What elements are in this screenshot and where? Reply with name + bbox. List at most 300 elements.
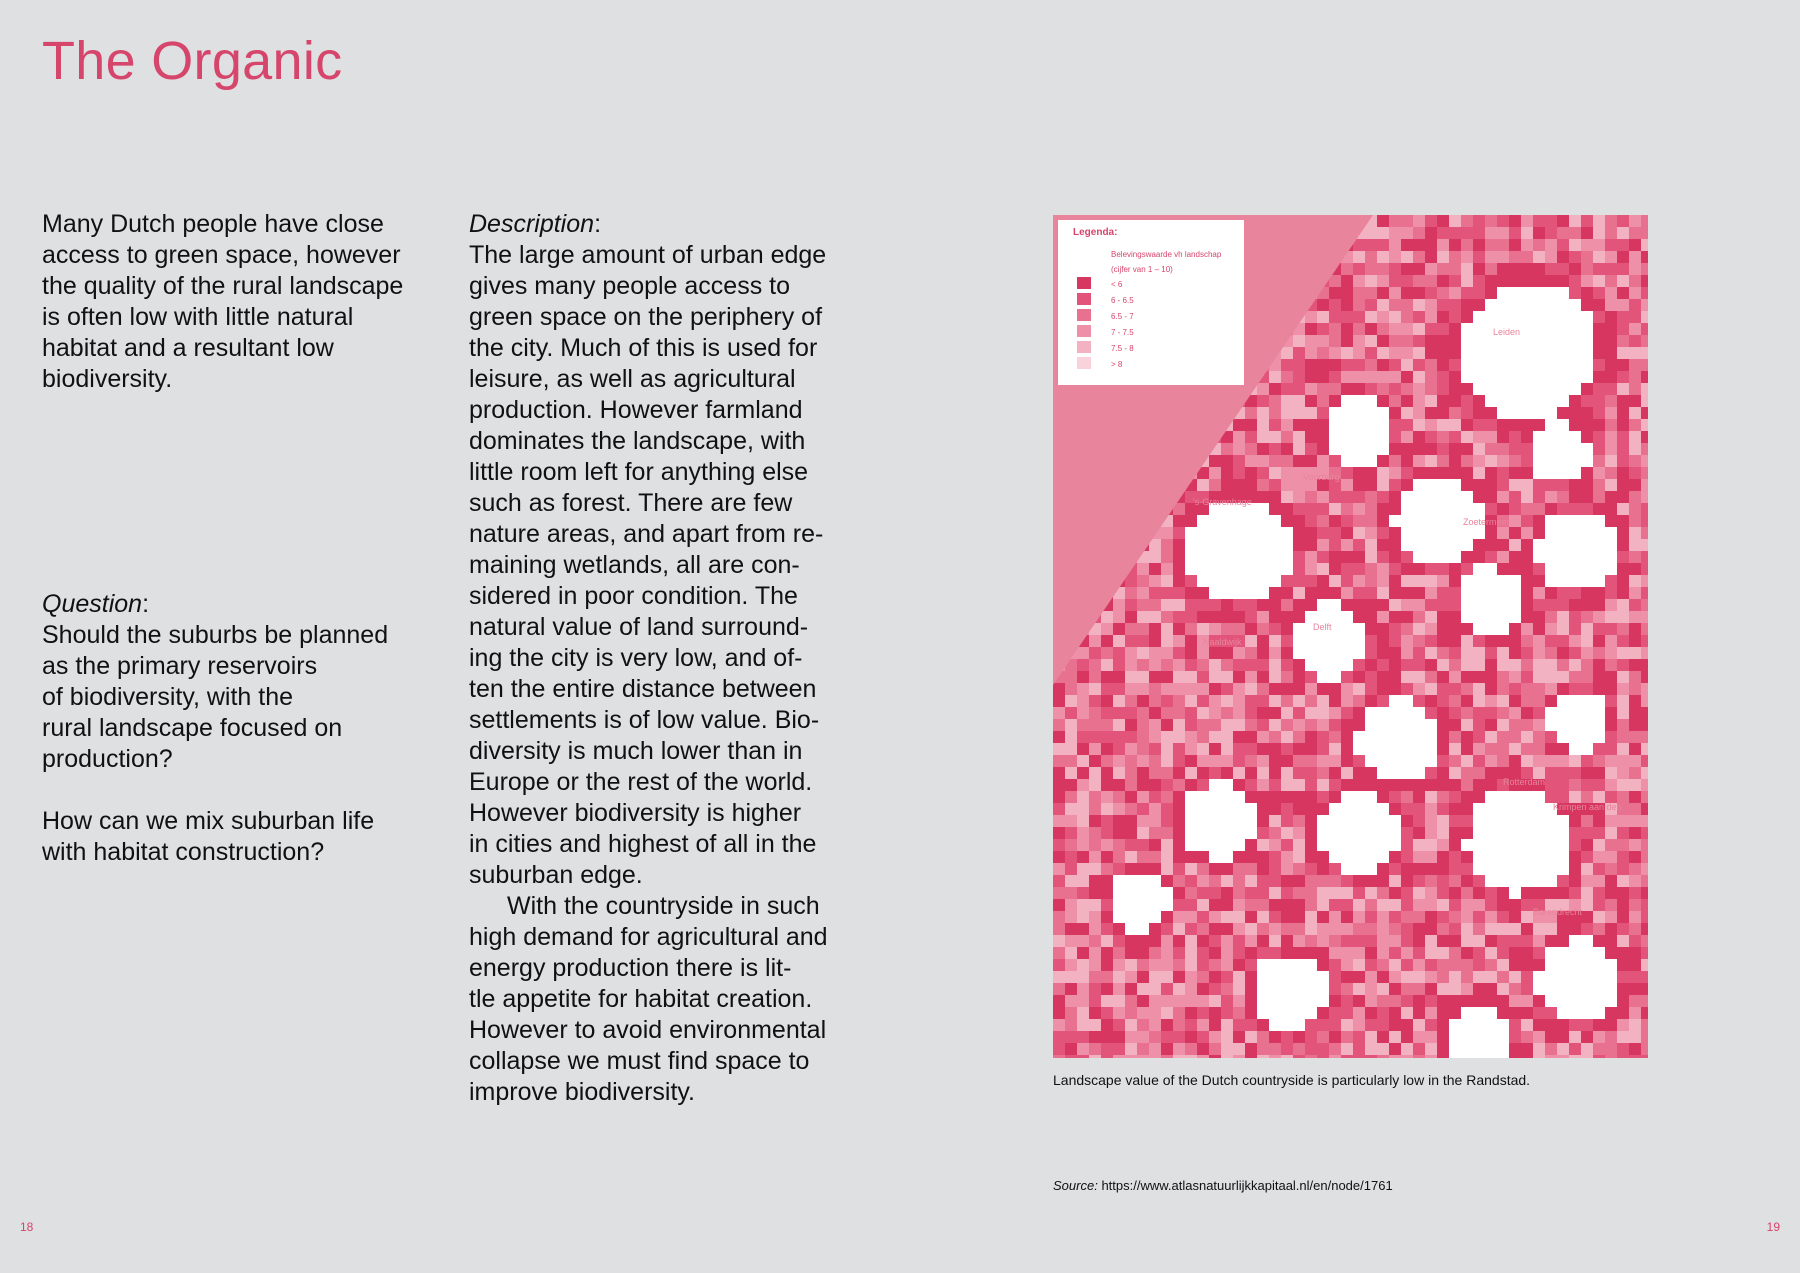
map-cell: [1125, 1031, 1137, 1043]
map-cell: [1341, 623, 1353, 635]
map-cell: [1245, 707, 1257, 719]
map-cell: [1317, 911, 1329, 923]
map-cell: [1593, 647, 1605, 659]
map-cell: [1389, 815, 1401, 827]
map-cell: [1497, 863, 1509, 875]
map-cell: [1533, 491, 1545, 503]
map-cell: [1533, 863, 1545, 875]
map-cell: [1329, 887, 1341, 899]
map-cell: [1605, 971, 1617, 983]
map-cell: [1377, 887, 1389, 899]
map-cell: [1269, 815, 1281, 827]
map-cell: [1401, 731, 1413, 743]
map-cell: [1125, 659, 1137, 671]
map-cell: [1101, 1043, 1113, 1055]
map-cell: [1473, 503, 1485, 515]
map-cell: [1233, 563, 1245, 575]
map-cell: [1557, 491, 1569, 503]
map-cell: [1545, 323, 1557, 335]
map-cell: [1233, 599, 1245, 611]
map-cell: [1605, 563, 1617, 575]
map-cell: [1161, 1031, 1173, 1043]
map-cell: [1341, 1019, 1353, 1031]
map-cell: [1581, 743, 1593, 755]
map-cell: [1149, 995, 1161, 1007]
map-cell: [1077, 887, 1089, 899]
map-cell: [1413, 863, 1425, 875]
map-cell: [1401, 563, 1413, 575]
map-cell: [1377, 767, 1389, 779]
map-cell: [1269, 743, 1281, 755]
map-cell: [1209, 911, 1221, 923]
map-cell: [1269, 491, 1281, 503]
text-line: such as forest. There are few: [469, 489, 793, 517]
map-cell: [1077, 659, 1089, 671]
map-cell: [1377, 671, 1389, 683]
map-cell: [1341, 503, 1353, 515]
map-cell: [1641, 371, 1648, 383]
map-cell: [1245, 539, 1257, 551]
map-cell: [1341, 971, 1353, 983]
map-cell: [1377, 575, 1389, 587]
map-cell: [1185, 755, 1197, 767]
map-cell: [1293, 635, 1305, 647]
map-cell: [1485, 1055, 1497, 1058]
map-cell: [1365, 719, 1377, 731]
map-cell: [1425, 563, 1437, 575]
map-cell: [1341, 1043, 1353, 1055]
map-cell: [1197, 587, 1209, 599]
map-cell: [1125, 851, 1137, 863]
map-cell: [1605, 995, 1617, 1007]
map-cell: [1557, 755, 1569, 767]
map-cell: [1269, 443, 1281, 455]
map-cell: [1281, 659, 1293, 671]
map-cell: [1221, 839, 1233, 851]
map-cell: [1353, 611, 1365, 623]
map-cell: [1425, 839, 1437, 851]
map-cell: [1533, 1019, 1545, 1031]
map-cell: [1617, 563, 1629, 575]
map-cell: [1593, 551, 1605, 563]
map-cell: [1221, 887, 1233, 899]
map-cell: [1245, 995, 1257, 1007]
map-cell: [1473, 1007, 1485, 1019]
map-cell: [1473, 287, 1485, 299]
map-cell: [1401, 695, 1413, 707]
map-cell: [1149, 611, 1161, 623]
map-cell: [1461, 719, 1473, 731]
map-cell: [1629, 335, 1641, 347]
map-cell: [1521, 347, 1533, 359]
map-cell: [1401, 923, 1413, 935]
map-cell: [1329, 1055, 1341, 1058]
map-cell: [1629, 851, 1641, 863]
map-cell: [1329, 587, 1341, 599]
map-cell: [1149, 875, 1161, 887]
map-cell: [1377, 911, 1389, 923]
map-cell: [1329, 1043, 1341, 1055]
map-cell: [1209, 1043, 1221, 1055]
map-cell: [1257, 611, 1269, 623]
map-cell: [1329, 815, 1341, 827]
map-cell: [1305, 875, 1317, 887]
map-cell: [1113, 611, 1125, 623]
map-cell: [1557, 839, 1569, 851]
map-cell: [1281, 983, 1293, 995]
map-cell: [1077, 851, 1089, 863]
map-cell: [1329, 911, 1341, 923]
map-cell: [1329, 719, 1341, 731]
map-cell: [1581, 755, 1593, 767]
map-cell: [1509, 851, 1521, 863]
map-cell: [1533, 287, 1545, 299]
map-cell: [1593, 251, 1605, 263]
map-cell: [1569, 563, 1581, 575]
map-cell: [1413, 779, 1425, 791]
map-cell: [1245, 611, 1257, 623]
map-cell: [1185, 983, 1197, 995]
map-cell: [1389, 407, 1401, 419]
map-cell: [1425, 395, 1437, 407]
map-cell: [1113, 803, 1125, 815]
map-cell: [1209, 935, 1221, 947]
map-cell: [1389, 911, 1401, 923]
map-cell: [1557, 767, 1569, 779]
map-cell: [1269, 563, 1281, 575]
map-cell: [1509, 1007, 1521, 1019]
map-cell: [1365, 839, 1377, 851]
map-cell: [1641, 431, 1648, 443]
map-cell: [1125, 839, 1137, 851]
map-cell: [1329, 371, 1341, 383]
map-cell: [1329, 983, 1341, 995]
map-cell: [1053, 839, 1065, 851]
map-cell: [1509, 383, 1521, 395]
map-cell: [1233, 515, 1245, 527]
map-cell: [1341, 899, 1353, 911]
map-cell: [1629, 731, 1641, 743]
map-cell: [1605, 251, 1617, 263]
map-cell: [1461, 659, 1473, 671]
map-cell: [1605, 335, 1617, 347]
map-cell: [1461, 995, 1473, 1007]
map-cell: [1353, 779, 1365, 791]
map-cell: [1629, 551, 1641, 563]
map-cell: [1521, 479, 1533, 491]
map-cell: [1377, 467, 1389, 479]
map-cell: [1629, 1019, 1641, 1031]
map-cell: [1581, 503, 1593, 515]
map-cell: [1473, 1019, 1485, 1031]
map-cell: [1065, 707, 1077, 719]
map-cell: [1605, 443, 1617, 455]
map-cell: [1329, 491, 1341, 503]
map-cell: [1329, 1031, 1341, 1043]
map-cell: [1437, 851, 1449, 863]
map-cell: [1629, 755, 1641, 767]
map-cell: [1521, 659, 1533, 671]
map-cell: [1509, 947, 1521, 959]
map-cell: [1245, 743, 1257, 755]
map-cell: [1221, 647, 1233, 659]
map-cell: [1497, 539, 1509, 551]
map-cell: [1245, 407, 1257, 419]
map-cell: [1521, 239, 1533, 251]
map-cell: [1593, 563, 1605, 575]
map-cell: [1437, 419, 1449, 431]
map-cell: [1065, 1019, 1077, 1031]
map-cell: [1257, 767, 1269, 779]
map-cell: [1521, 755, 1533, 767]
map-cell: [1053, 683, 1065, 695]
map-cell: [1557, 1007, 1569, 1019]
map-cell: [1101, 671, 1113, 683]
map-cell: [1137, 575, 1149, 587]
map-cell: [1281, 719, 1293, 731]
map-cell: [1629, 599, 1641, 611]
map-cell: [1461, 551, 1473, 563]
map-cell: [1473, 239, 1485, 251]
map-cell: [1629, 887, 1641, 899]
map-cell: [1461, 455, 1473, 467]
map-cell: [1401, 647, 1413, 659]
map-cell: [1065, 791, 1077, 803]
map-cell: [1533, 443, 1545, 455]
map-cell: [1593, 515, 1605, 527]
map-cell: [1317, 899, 1329, 911]
map-cell: [1269, 959, 1281, 971]
map-cell: [1557, 263, 1569, 275]
map-cell: [1413, 611, 1425, 623]
map-cell: [1341, 599, 1353, 611]
map-cell: [1545, 683, 1557, 695]
map-cell: [1317, 719, 1329, 731]
map-cell: [1413, 839, 1425, 851]
map-cell: [1317, 959, 1329, 971]
map-cell: [1317, 827, 1329, 839]
map-cell: [1413, 347, 1425, 359]
map-cell: [1533, 623, 1545, 635]
map-cell: [1089, 827, 1101, 839]
map-cell: [1161, 635, 1173, 647]
map-cell: [1281, 695, 1293, 707]
map-cell: [1557, 779, 1569, 791]
map-cell: [1437, 323, 1449, 335]
map-cell: [1329, 659, 1341, 671]
map-cell: [1641, 275, 1648, 287]
map-cell: [1113, 875, 1125, 887]
map-cell: [1629, 359, 1641, 371]
map-cell: [1641, 587, 1648, 599]
map-cell: [1413, 1007, 1425, 1019]
map-cell: [1389, 419, 1401, 431]
map-place-label: 's-Gravenhage: [1193, 497, 1252, 507]
map-cell: [1317, 563, 1329, 575]
map-cell: [1161, 671, 1173, 683]
map-cell: [1389, 707, 1401, 719]
map-cell: [1329, 599, 1341, 611]
map-cell: [1053, 899, 1065, 911]
map-cell: [1077, 1019, 1089, 1031]
map-cell: [1497, 707, 1509, 719]
map-cell: [1389, 215, 1401, 227]
map-cell: [1149, 587, 1161, 599]
map-cell: [1089, 899, 1101, 911]
map-cell: [1137, 827, 1149, 839]
map-cell: [1461, 1007, 1473, 1019]
map-cell: [1317, 491, 1329, 503]
map-cell: [1053, 755, 1065, 767]
map-cell: [1629, 995, 1641, 1007]
map-cell: [1461, 227, 1473, 239]
map-cell: [1137, 935, 1149, 947]
map-cell: [1557, 467, 1569, 479]
map-cell: [1593, 287, 1605, 299]
map-cell: [1509, 983, 1521, 995]
map-cell: [1533, 551, 1545, 563]
map-cell: [1293, 527, 1305, 539]
map-cell: [1617, 263, 1629, 275]
map-cell: [1521, 935, 1533, 947]
map-cell: [1449, 767, 1461, 779]
map-cell: [1101, 623, 1113, 635]
map-cell: [1593, 635, 1605, 647]
map-cell: [1281, 851, 1293, 863]
map-cell: [1137, 755, 1149, 767]
map-cell: [1257, 455, 1269, 467]
map-cell: [1377, 959, 1389, 971]
map-cell: [1521, 467, 1533, 479]
map-cell: [1305, 839, 1317, 851]
map-cell: [1617, 719, 1629, 731]
map-cell: [1257, 575, 1269, 587]
map-cell: [1389, 851, 1401, 863]
map-cell: [1449, 935, 1461, 947]
map-cell: [1053, 731, 1065, 743]
map-cell: [1617, 443, 1629, 455]
map-cell: [1521, 1007, 1533, 1019]
map-cell: [1497, 683, 1509, 695]
map-cell: [1101, 1031, 1113, 1043]
map-cell: [1197, 827, 1209, 839]
map-cell: [1401, 227, 1413, 239]
map-cell: [1605, 839, 1617, 851]
legend-title: Legenda:: [1073, 227, 1118, 238]
map-cell: [1401, 719, 1413, 731]
map-cell: [1521, 947, 1533, 959]
map-cell: [1233, 935, 1245, 947]
map-cell: [1353, 695, 1365, 707]
map-cell: [1593, 851, 1605, 863]
map-cell: [1569, 635, 1581, 647]
map-cell: [1281, 503, 1293, 515]
map-cell: [1101, 851, 1113, 863]
map-cell: [1509, 527, 1521, 539]
map-cell: [1485, 935, 1497, 947]
map-cell: [1053, 1055, 1065, 1058]
map-cell: [1065, 1043, 1077, 1055]
text-line: How can we mix suburban life: [42, 807, 375, 835]
map-cell: [1185, 647, 1197, 659]
map-cell: [1593, 719, 1605, 731]
map-cell: [1521, 263, 1533, 275]
map-cell: [1089, 959, 1101, 971]
map-cell: [1233, 1043, 1245, 1055]
map-cell: [1101, 935, 1113, 947]
map-cell: [1113, 635, 1125, 647]
map-cell: [1149, 983, 1161, 995]
text-line: with habitat construction?: [42, 838, 325, 866]
map-cell: [1605, 851, 1617, 863]
source-url[interactable]: https://www.atlasnatuurlijkkapitaal.nl/en/node/1761: [1101, 1178, 1393, 1193]
map-cell: [1545, 563, 1557, 575]
map-cell: [1605, 719, 1617, 731]
map-cell: [1377, 683, 1389, 695]
map-cell: [1125, 779, 1137, 791]
map-cell: [1461, 251, 1473, 263]
map-cell: [1473, 347, 1485, 359]
map-cell: [1593, 671, 1605, 683]
map-cell: [1629, 275, 1641, 287]
map-cell: [1461, 635, 1473, 647]
map-cell: [1065, 959, 1077, 971]
map-cell: [1641, 755, 1648, 767]
map-cell: [1185, 623, 1197, 635]
map-cell: [1257, 419, 1269, 431]
map-cell: [1089, 707, 1101, 719]
map-cell: [1593, 539, 1605, 551]
map-cell: [1317, 455, 1329, 467]
map-cell: [1461, 1019, 1473, 1031]
map-cell: [1437, 791, 1449, 803]
map-cell: [1281, 755, 1293, 767]
map-cell: [1257, 647, 1269, 659]
map-cell: [1089, 875, 1101, 887]
map-cell: [1389, 863, 1401, 875]
map-cell: [1197, 791, 1209, 803]
map-cell: [1581, 683, 1593, 695]
map-cell: [1257, 827, 1269, 839]
map-cell: [1581, 419, 1593, 431]
map-cell: [1317, 359, 1329, 371]
map-cell: [1497, 1055, 1509, 1058]
map-cell: [1281, 407, 1293, 419]
map-cell: [1401, 407, 1413, 419]
map-cell: [1065, 803, 1077, 815]
map-cell: [1137, 803, 1149, 815]
map-cell: [1077, 899, 1089, 911]
map-cell: [1401, 371, 1413, 383]
map-cell: [1581, 491, 1593, 503]
map-cell: [1125, 1043, 1137, 1055]
map-cell: [1593, 443, 1605, 455]
map-cell: [1581, 935, 1593, 947]
map-cell: [1473, 647, 1485, 659]
map-cell: [1473, 815, 1485, 827]
map-cell: [1173, 779, 1185, 791]
map-cell: [1449, 983, 1461, 995]
map-cell: [1365, 479, 1377, 491]
map-cell: [1377, 827, 1389, 839]
map-cell: [1089, 887, 1101, 899]
map-cell: [1413, 911, 1425, 923]
map-cell: [1629, 971, 1641, 983]
map-cell: [1617, 1019, 1629, 1031]
map-cell: [1221, 1031, 1233, 1043]
map-cell: [1125, 971, 1137, 983]
map-cell: [1305, 383, 1317, 395]
